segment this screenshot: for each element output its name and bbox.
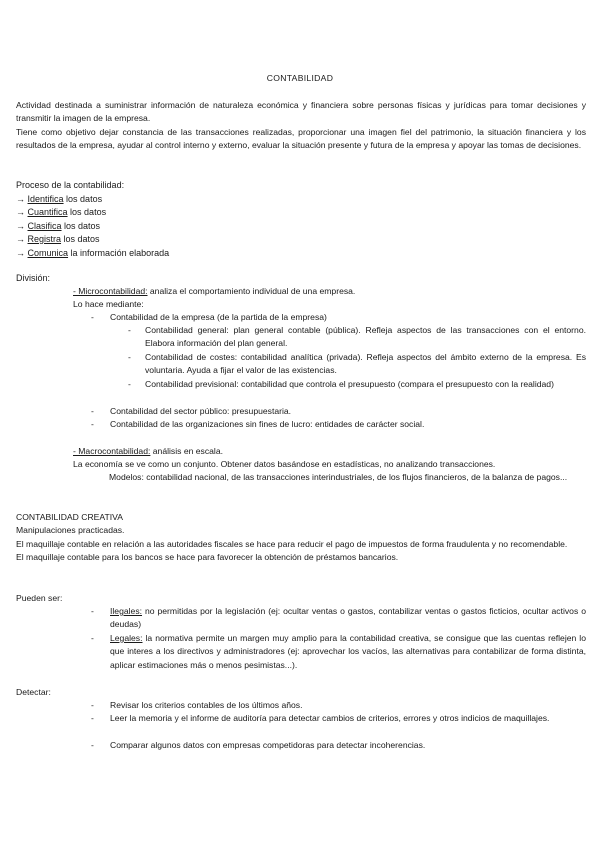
macro-line: - Macrocontabilidad: análisis en escala. <box>73 446 224 456</box>
dash-marker: - <box>91 606 94 616</box>
proceso-item: → Identifica los datos <box>16 193 103 204</box>
subitem-general: Contabilidad general: plan general contable (pública). Refleja aspectos de las transacciones con el entorno. Elabora información del plan general. <box>145 325 586 349</box>
ilegales-label: Ilegales: <box>110 606 143 616</box>
page-title: CONTABILIDAD <box>266 73 334 83</box>
bullet-marker: - <box>128 379 131 389</box>
dash-marker: - <box>91 419 94 429</box>
detectar-heading: Detectar: <box>16 687 51 697</box>
macro-label: - Macrocontabilidad: <box>73 446 151 456</box>
proceso-item: → Cuantifica los datos <box>16 207 107 217</box>
micro-hace: Lo hace mediante: <box>73 299 144 309</box>
dash-marker: - <box>91 740 94 750</box>
dash-marker: - <box>91 700 94 710</box>
bullet-marker: - <box>128 352 131 362</box>
creativa-line-1: Manipulaciones practicadas. <box>16 525 125 536</box>
legales-label: Legales: <box>110 633 143 643</box>
bullet-marker: - <box>128 325 131 335</box>
arrow-icon: → <box>16 207 25 217</box>
proceso-verb: Clasifica <box>27 220 62 231</box>
contabilidad-sector-publico: Contabilidad del sector público: presupuestaria. <box>110 406 292 416</box>
arrow-icon: → <box>16 220 25 231</box>
intro-paragraph-2: Tiene como objetivo dejar constancia de las transacciones realizadas, proporcionar una imagen fiel del patrimonio, la situación financiera y los resultados de la empresa, ayudar al control interno y externo, evaluar la situación presente y futura de la empresa y apoyar las tomas de decisiones. <box>16 126 586 151</box>
arrow-icon: → <box>16 234 25 244</box>
creativa-section <box>16 511 586 565</box>
dash-marker: - <box>91 406 94 416</box>
dash-marker: - <box>91 312 94 322</box>
proceso-item: → Registra los datos <box>16 234 100 244</box>
proceso-item: → Clasifica los datos <box>16 220 101 231</box>
proceso-verb: Cuantifica <box>27 207 68 217</box>
macro-modelos: Modelos: contabilidad nacional, de las transacciones interindustriales, de los flujos financieros, de la balanza de pagos... <box>109 472 568 482</box>
detectar-item: Leer la memoria y el informe de auditoría para detectar cambios de criterios, errores y otros indicios de maquillajes. <box>110 713 550 723</box>
detectar-item: Revisar los criterios contables de los últimos años. <box>110 700 303 710</box>
intro <box>16 99 586 153</box>
micro-label: - Microcontabilidad: <box>73 286 148 296</box>
arrow-icon: → <box>16 247 25 258</box>
detectar-item: Comparar algunos datos con empresas competidoras para detectar incoherencias. <box>110 740 426 750</box>
micro-line: - Microcontabilidad: analiza el comportamiento individual de una empresa. <box>73 286 356 296</box>
creativa-line-2: El maquillaje contable en relación a las autoridades fiscales se hace para reducir el pago de impuestos de forma fraudulenta y no recomendable. <box>16 538 568 549</box>
proceso-verb: Identifica <box>27 193 64 204</box>
proceso-heading: Proceso de la contabilidad: <box>16 180 125 190</box>
ilegales-item: Ilegales: no permitidas por la legislación (ej: ocultar ventas o gastos, contabilizar ventas o gastos ficticios, ocultar activos o deudas) <box>110 606 586 630</box>
subitem-previsional: Contabilidad previsional: contabilidad que controla el presupuesto (compara el presupuesto con la realidad) <box>145 379 554 389</box>
proceso-verb: Registra <box>27 234 62 244</box>
subitem-costes: Contabilidad de costes: contabilidad analítica (privada). Refleja aspectos del ámbito externo de la empresa. Es voluntaria. Ayuda a fijar el valor de las existencias. <box>145 352 586 376</box>
division-heading: División: <box>16 273 51 283</box>
proceso-section <box>16 179 586 260</box>
creativa-heading: CONTABILIDAD CREATIVA <box>16 512 123 522</box>
contabilidad-empresa: Contabilidad de la empresa (de la partida de la empresa) <box>110 312 327 322</box>
dash-marker: - <box>91 713 94 723</box>
legales-item: Legales: la normativa permite un margen muy amplio para la contabilidad creativa, se consigue que las cuentas reflejen lo que interes a los directivos y administradores (ej: aprovechar los vacíos, las alternativas para contabilizar de forma distinta, aplicar estimaciones más o menos pesimistas...). <box>110 633 586 670</box>
creativa-line-3: El maquillaje contable para los bancos se hace para favorecer la obtención de préstamos bancarios. <box>16 552 399 563</box>
pueden-heading: Pueden ser: <box>16 593 63 603</box>
dash-marker: - <box>91 633 94 643</box>
intro-paragraph-1: Actividad destinada a suministrar información de naturaleza económica y financiera sobre personas físicas y jurídicas para tomar decisiones y transmitir la imagen de la empresa. <box>16 100 586 124</box>
proceso-item: → Comunica la información elaborada <box>16 247 170 258</box>
contabilidad-sin-fines-lucro: Contabilidad de las organizaciones sin fines de lucro: entidades de carácter social. <box>110 419 425 429</box>
proceso-verb: Comunica <box>27 247 69 258</box>
arrow-icon: → <box>16 193 25 204</box>
macro-economia: La economía se ve como un conjunto. Obtener datos basándose en estadísticas, no analizando transacciones. <box>73 459 496 469</box>
